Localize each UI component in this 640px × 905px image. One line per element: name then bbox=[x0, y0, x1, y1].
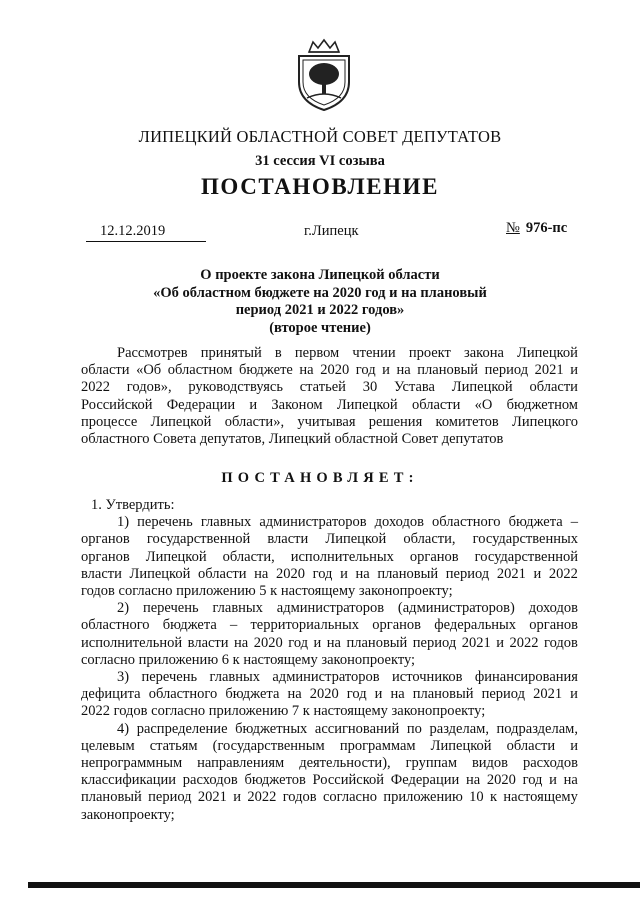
preamble-paragraph bbox=[81, 345, 578, 448]
item-line: 3) перечень главных администраторов источников финансирования bbox=[117, 669, 578, 686]
item-line: 1. Утвердить: bbox=[91, 497, 175, 513]
preamble-line: 2022 годов», руководствуясь статьей 30 Устава Липецкой области bbox=[81, 379, 578, 396]
item-line: целевым статьям (государственным программам Липецкой области и bbox=[81, 737, 578, 754]
session-line: 31 сессия VI созыва bbox=[255, 153, 385, 169]
item-line: областного бюджета – территориальных органов федеральных органов bbox=[81, 617, 578, 634]
document-city: г.Липецк bbox=[304, 223, 359, 239]
document-number bbox=[506, 220, 567, 237]
preamble-line: областного Совета депутатов, Липецкий областной Совет депутатов bbox=[81, 431, 504, 448]
decree-items bbox=[81, 497, 578, 824]
item-line: исполнительной власти на 2020 год и на плановый период 2021 и 2022 годов bbox=[81, 634, 578, 651]
title-line: (второе чтение) bbox=[269, 319, 371, 336]
scan-edge-bar bbox=[28, 882, 640, 888]
item-line: 4) распределение бюджетных ассигнований по разделам, подразделам, bbox=[117, 720, 578, 737]
document-title bbox=[0, 267, 640, 337]
item-line: плановый период 2021 и 2022 годов согласно приложению 10 к настоящему bbox=[81, 789, 578, 806]
item-line: законопроекту; bbox=[81, 806, 175, 823]
number-sign: № bbox=[506, 220, 520, 236]
item-line: 1) перечень главных администраторов доходов областного бюджета – bbox=[117, 514, 578, 531]
item-line: непрограммным направлениям деятельности), группам видов расходов bbox=[81, 755, 578, 772]
preamble-line: Российской Федерации и Законом Липецкой области «О бюджетном bbox=[81, 396, 578, 413]
council-name: ЛИПЕЦКИЙ ОБЛАСТНОЙ СОВЕТ ДЕПУТАТОВ bbox=[138, 127, 502, 146]
item-line: органов государственной власти Липецкой области, государственных bbox=[81, 531, 578, 548]
document-type: ПОСТАНОВЛЕНИЕ bbox=[200, 174, 440, 199]
item-line: 2022 годов согласно приложению 7 к настоящему законопроекту; bbox=[81, 703, 486, 720]
lipetsk-coat-of-arms-icon bbox=[293, 38, 355, 112]
preamble-line: области «Об областном бюджете на 2020 год и на плановый период 2021 и bbox=[81, 362, 578, 379]
item-line: 2) перечень главных администраторов (администраторов) доходов bbox=[117, 600, 578, 617]
title-line: период 2021 и 2022 годов» bbox=[235, 302, 405, 318]
preamble-line: процессе Липецкой области», учитывая решения комитетов Липецкого bbox=[81, 413, 578, 430]
item-line: дефицита областного бюджета на 2020 год и на плановый период 2021 и bbox=[81, 686, 578, 703]
item-line: власти Липецкой области на 2020 год и на плановый период 2021 и 2022 bbox=[81, 565, 578, 582]
title-line: О проекте закона Липецкой области bbox=[200, 267, 440, 283]
item-line: классификации расходов бюджетов Российской Федерации на 2020 год и на bbox=[81, 772, 578, 789]
item-line: органов Липецкой области, исполнительных органов государственной bbox=[81, 548, 578, 565]
document-date: 12.12.2019 bbox=[86, 223, 206, 242]
item-line: согласно приложению 6 к настоящему законопроекту; bbox=[81, 651, 416, 668]
number-value: 976-пс bbox=[525, 220, 568, 236]
preamble-line: Рассмотрев принятый в первом чтении проект закона Липецкой bbox=[117, 345, 578, 361]
title-line: «Об областном бюджете на 2020 год и на плановый bbox=[153, 284, 487, 301]
decree-heading: ПОСТАНОВЛЯЕТ: bbox=[221, 470, 419, 486]
item-line: годов согласно приложению 5 к настоящему законопроекту; bbox=[81, 583, 453, 600]
